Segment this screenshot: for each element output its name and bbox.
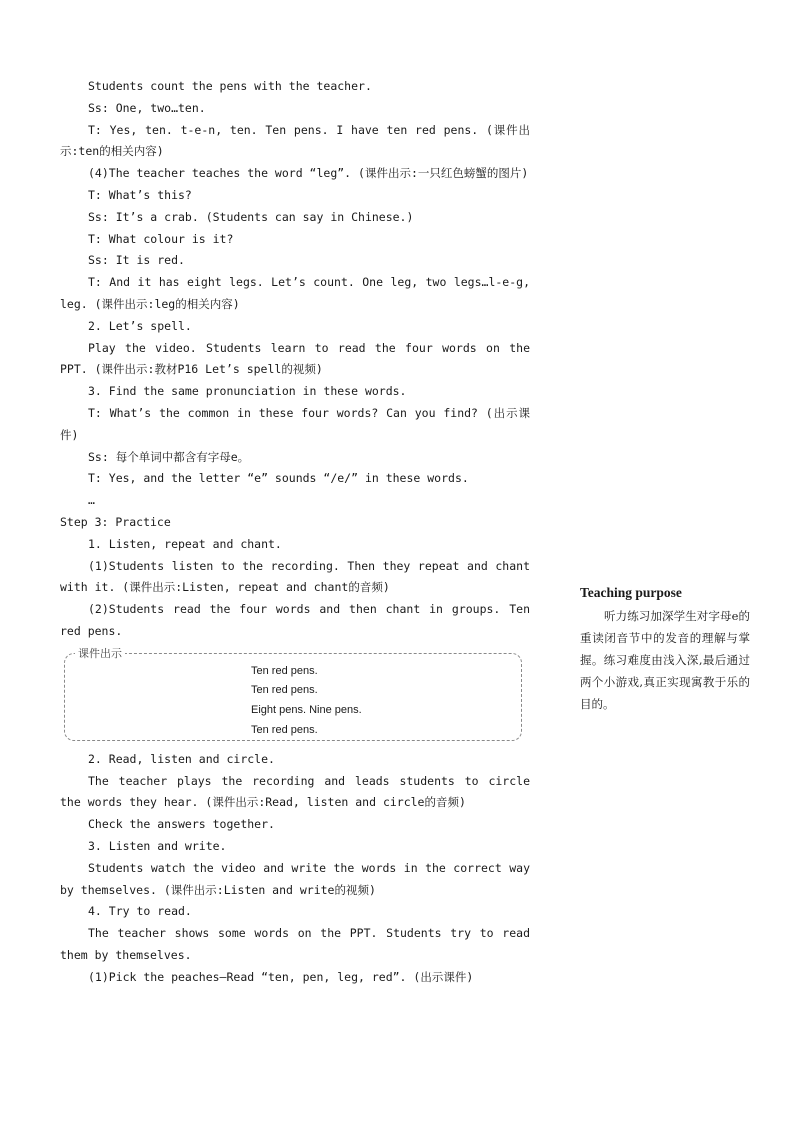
lesson-paragraphs bbox=[60, 76, 530, 643]
lesson-paragraph: T: Yes, and the letter “e” sounds “/e/” in these words. bbox=[88, 471, 469, 486]
lesson-paragraph: 1. Listen, repeat and chant. bbox=[88, 536, 282, 551]
lesson-paragraph: … bbox=[88, 493, 95, 508]
lesson-paragraph: (2)Students read the four words and then chant in groups. Ten red pens. bbox=[60, 602, 530, 638]
lesson-paragraph: T: What’s the common in these four words? Can you find? (出示课件) bbox=[60, 405, 530, 442]
lesson-paragraph: 2. Read, listen and circle. bbox=[88, 751, 275, 766]
lesson-paragraph: Check the answers together. bbox=[88, 817, 275, 832]
lesson-paragraph: T: Yes, ten. t-e-n, ten. Ten pens. I have ten red pens. (课件出示:ten的相关内容) bbox=[60, 122, 530, 159]
lesson-paragraph: Ss: One, two…ten. bbox=[88, 100, 206, 115]
chant-line: Ten red pens. bbox=[251, 723, 318, 736]
teaching-purpose-body: 听力练习加深学生对字母e的重读闭音节中的发音的理解与掌握。练习难度由浅入深,最后通过两个小游戏,真正实现寓教于乐的目的。 bbox=[580, 609, 750, 711]
lesson-paragraph: T: What’s this? bbox=[88, 187, 192, 202]
chant-line: Ten red pens. bbox=[251, 684, 318, 697]
lesson-paragraph: The teacher shows some words on the PPT. Students try to read them by themselves. bbox=[60, 926, 530, 962]
lesson-paragraph: 4. Try to read. bbox=[88, 904, 192, 919]
lesson-paragraph: Ss: 每个单词中都含有字母e。 bbox=[88, 449, 250, 464]
lesson-paragraph: T: What colour is it? bbox=[88, 231, 234, 246]
lesson-paragraph: (4)The teacher teaches the word “leg”. (课件出示:一只红色螃蟹的图片) bbox=[88, 166, 529, 181]
lesson-paragraph: (1)Students listen to the recording. Then they repeat and chant with it. (课件出示:Listen, repeat and chant的音频) bbox=[60, 558, 530, 595]
lesson-paragraph: The teacher plays the recording and leads students to circle the words they hear. (课件出示:Read, listen and circle的音频) bbox=[60, 773, 530, 810]
teaching-purpose-note bbox=[580, 585, 750, 715]
chant-lines bbox=[251, 662, 362, 740]
lesson-paragraph: T: And it has eight legs. Let’s count. One leg, two legs…l-e-g, leg. (课件出示:leg的相关内容) bbox=[60, 275, 530, 311]
lesson-paragraph: Step 3: Practice bbox=[60, 514, 171, 529]
courseware-box bbox=[64, 646, 522, 741]
lesson-paragraph: Students watch the video and write the words in the correct way by themselves. (课件出示:Listen and write的视频) bbox=[60, 860, 530, 897]
lesson-paragraph: Students count the pens with the teacher. bbox=[88, 79, 372, 93]
lesson-paragraphs-continued bbox=[60, 749, 530, 989]
lesson-paragraph: 3. Listen and write. bbox=[88, 838, 227, 853]
lesson-content bbox=[60, 76, 530, 988]
lesson-paragraph: Play the video. Students learn to read the four words on the PPT. (课件出示:教材P16 Let’s spell的视频) bbox=[60, 340, 530, 377]
teaching-purpose-title: Teaching purpose bbox=[580, 585, 682, 600]
lesson-paragraph: 3. Find the same pronunciation in these words. bbox=[88, 384, 407, 399]
lesson-paragraph: (1)Pick the peaches—Read “ten, pen, leg, red”. (出示课件) bbox=[88, 969, 474, 984]
chant-line: Eight pens. Nine pens. bbox=[251, 703, 362, 716]
lesson-paragraph: 2. Let’s spell. bbox=[88, 318, 192, 333]
chant-line: Ten red pens. bbox=[251, 664, 318, 677]
lesson-paragraph: Ss: It’s a crab. (Students can say in Chinese.) bbox=[88, 209, 414, 224]
lesson-paragraph: Ss: It is red. bbox=[88, 253, 185, 268]
courseware-label: 课件出示 bbox=[75, 645, 125, 661]
